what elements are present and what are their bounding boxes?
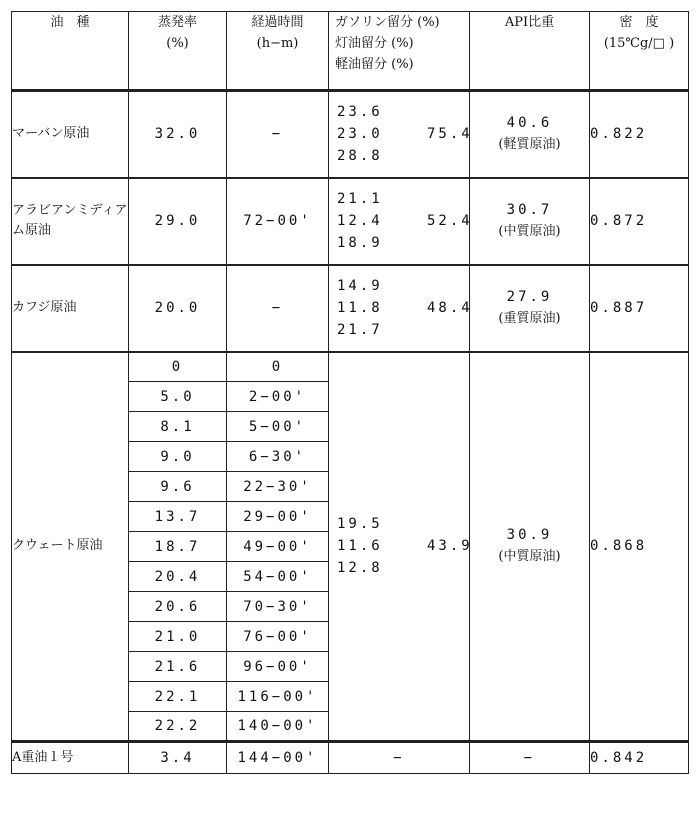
distillation-total: 52.4 bbox=[427, 213, 473, 229]
distillation-cell bbox=[329, 352, 473, 742]
elapsed-time-value: 116−00' bbox=[227, 682, 329, 712]
elapsed-time-value: − bbox=[227, 265, 329, 352]
elapsed-time-value: 70−30' bbox=[227, 592, 329, 622]
evaporation-value: 20.4 bbox=[129, 562, 227, 592]
distillation-total: 75.4 bbox=[427, 126, 473, 143]
oil-properties-table bbox=[11, 11, 689, 774]
api-cell bbox=[470, 265, 590, 352]
table-row bbox=[12, 742, 689, 774]
table-row bbox=[12, 91, 689, 178]
evaporation-value: 29.0 bbox=[129, 178, 227, 265]
elapsed-time-value: 6−30' bbox=[227, 442, 329, 472]
table-row bbox=[12, 265, 689, 352]
api-cell bbox=[470, 91, 590, 178]
evaporation-value: 21.6 bbox=[129, 652, 227, 682]
elapsed-time-value: 96−00' bbox=[227, 652, 329, 682]
density-value: 0.872 bbox=[590, 178, 689, 265]
api-cell bbox=[470, 352, 590, 742]
evaporation-value: 21.0 bbox=[129, 622, 227, 652]
density-value: 0.887 bbox=[590, 265, 689, 352]
api-value: 40.6 bbox=[506, 115, 553, 132]
light-oil-value: 28.8 bbox=[337, 148, 383, 165]
density-value: 0.868 bbox=[590, 352, 689, 742]
header-elapsed-time: 経過時間 (h−m) bbox=[227, 12, 329, 91]
distillation-cell bbox=[329, 265, 473, 352]
api-cell bbox=[470, 178, 590, 265]
api-class: (重質原油) bbox=[498, 311, 561, 326]
header-oil-type: 油 種 bbox=[12, 12, 129, 91]
oil-name: カフジ原油 bbox=[12, 265, 129, 352]
light-oil-value: 12.8 bbox=[337, 560, 383, 577]
api-class: (中質原油) bbox=[498, 549, 561, 565]
evaporation-value: 20.6 bbox=[129, 592, 227, 622]
table-row bbox=[12, 352, 689, 382]
distillation-cell bbox=[329, 178, 473, 265]
light-oil-value: 18.9 bbox=[337, 235, 383, 251]
density-value: 0.822 bbox=[590, 91, 689, 178]
distillation-cell bbox=[329, 91, 473, 178]
gasoline-value: 21.1 bbox=[337, 191, 383, 207]
api-value: 27.9 bbox=[506, 289, 553, 305]
kerosene-value: 23.0 bbox=[337, 126, 383, 143]
oil-name: アラビアンミディアム原油 bbox=[12, 178, 129, 265]
table-row bbox=[12, 178, 689, 265]
header-api-gravity: API比重 bbox=[470, 12, 590, 91]
api-value: 30.7 bbox=[506, 202, 553, 218]
evaporation-value: 13.7 bbox=[129, 502, 227, 532]
header-density: 密 度 (15℃g/□ ) bbox=[590, 12, 689, 91]
elapsed-time-value: 29−00' bbox=[227, 502, 329, 532]
elapsed-time-value: 140−00' bbox=[227, 712, 329, 742]
elapsed-time-value: 76−00' bbox=[227, 622, 329, 652]
evaporation-value: 18.7 bbox=[129, 532, 227, 562]
evaporation-value: 32.0 bbox=[129, 91, 227, 178]
distillation-total: 48.4 bbox=[427, 300, 473, 316]
evaporation-value: 5.0 bbox=[129, 382, 227, 412]
api-value: 30.9 bbox=[506, 527, 553, 544]
evaporation-value: 22.1 bbox=[129, 682, 227, 712]
gasoline-value: 19.5 bbox=[337, 516, 383, 533]
density-value: 0.842 bbox=[590, 742, 689, 774]
evaporation-value: 20.0 bbox=[129, 265, 227, 352]
evaporation-value: 0 bbox=[129, 352, 227, 382]
evaporation-value: 3.4 bbox=[129, 742, 227, 774]
api-class: (中質原油) bbox=[498, 224, 561, 239]
evaporation-value: 22.2 bbox=[129, 712, 227, 742]
elapsed-time-value: 2−00' bbox=[227, 382, 329, 412]
evaporation-value: 9.6 bbox=[129, 472, 227, 502]
elapsed-time-value: 5−00' bbox=[227, 412, 329, 442]
api-class: (軽質原油) bbox=[498, 137, 561, 153]
elapsed-time-value: 54−00' bbox=[227, 562, 329, 592]
elapsed-time-value: 49−00' bbox=[227, 532, 329, 562]
light-oil-value: 21.7 bbox=[337, 322, 383, 338]
api-value: − bbox=[470, 742, 590, 774]
elapsed-time-value: 72−00' bbox=[227, 178, 329, 265]
kerosene-value: 11.6 bbox=[337, 538, 383, 555]
distillation-total: 43.9 bbox=[427, 538, 473, 555]
header-row bbox=[12, 12, 689, 91]
gasoline-value: 14.9 bbox=[337, 278, 383, 294]
header-evaporation-rate: 蒸発率 (%) bbox=[129, 12, 227, 91]
elapsed-time-value: 144−00' bbox=[227, 742, 329, 774]
elapsed-time-value: − bbox=[227, 91, 329, 178]
elapsed-time-value: 22−30' bbox=[227, 472, 329, 502]
oil-name: クウェート原油 bbox=[12, 352, 129, 742]
oil-name: マーバン原油 bbox=[12, 91, 129, 178]
gasoline-value: 23.6 bbox=[337, 104, 383, 121]
elapsed-time-value: 0 bbox=[227, 352, 329, 382]
evaporation-value: 9.0 bbox=[129, 442, 227, 472]
evaporation-value: 8.1 bbox=[129, 412, 227, 442]
oil-name: A重油１号 bbox=[12, 742, 129, 774]
distillation-value: − bbox=[329, 742, 470, 774]
kerosene-value: 12.4 bbox=[337, 213, 383, 229]
kerosene-value: 11.8 bbox=[337, 300, 383, 316]
header-distillation-fractions: ガソリン留分 (%) 灯油留分 (%) 軽油留分 (%) bbox=[329, 12, 470, 91]
